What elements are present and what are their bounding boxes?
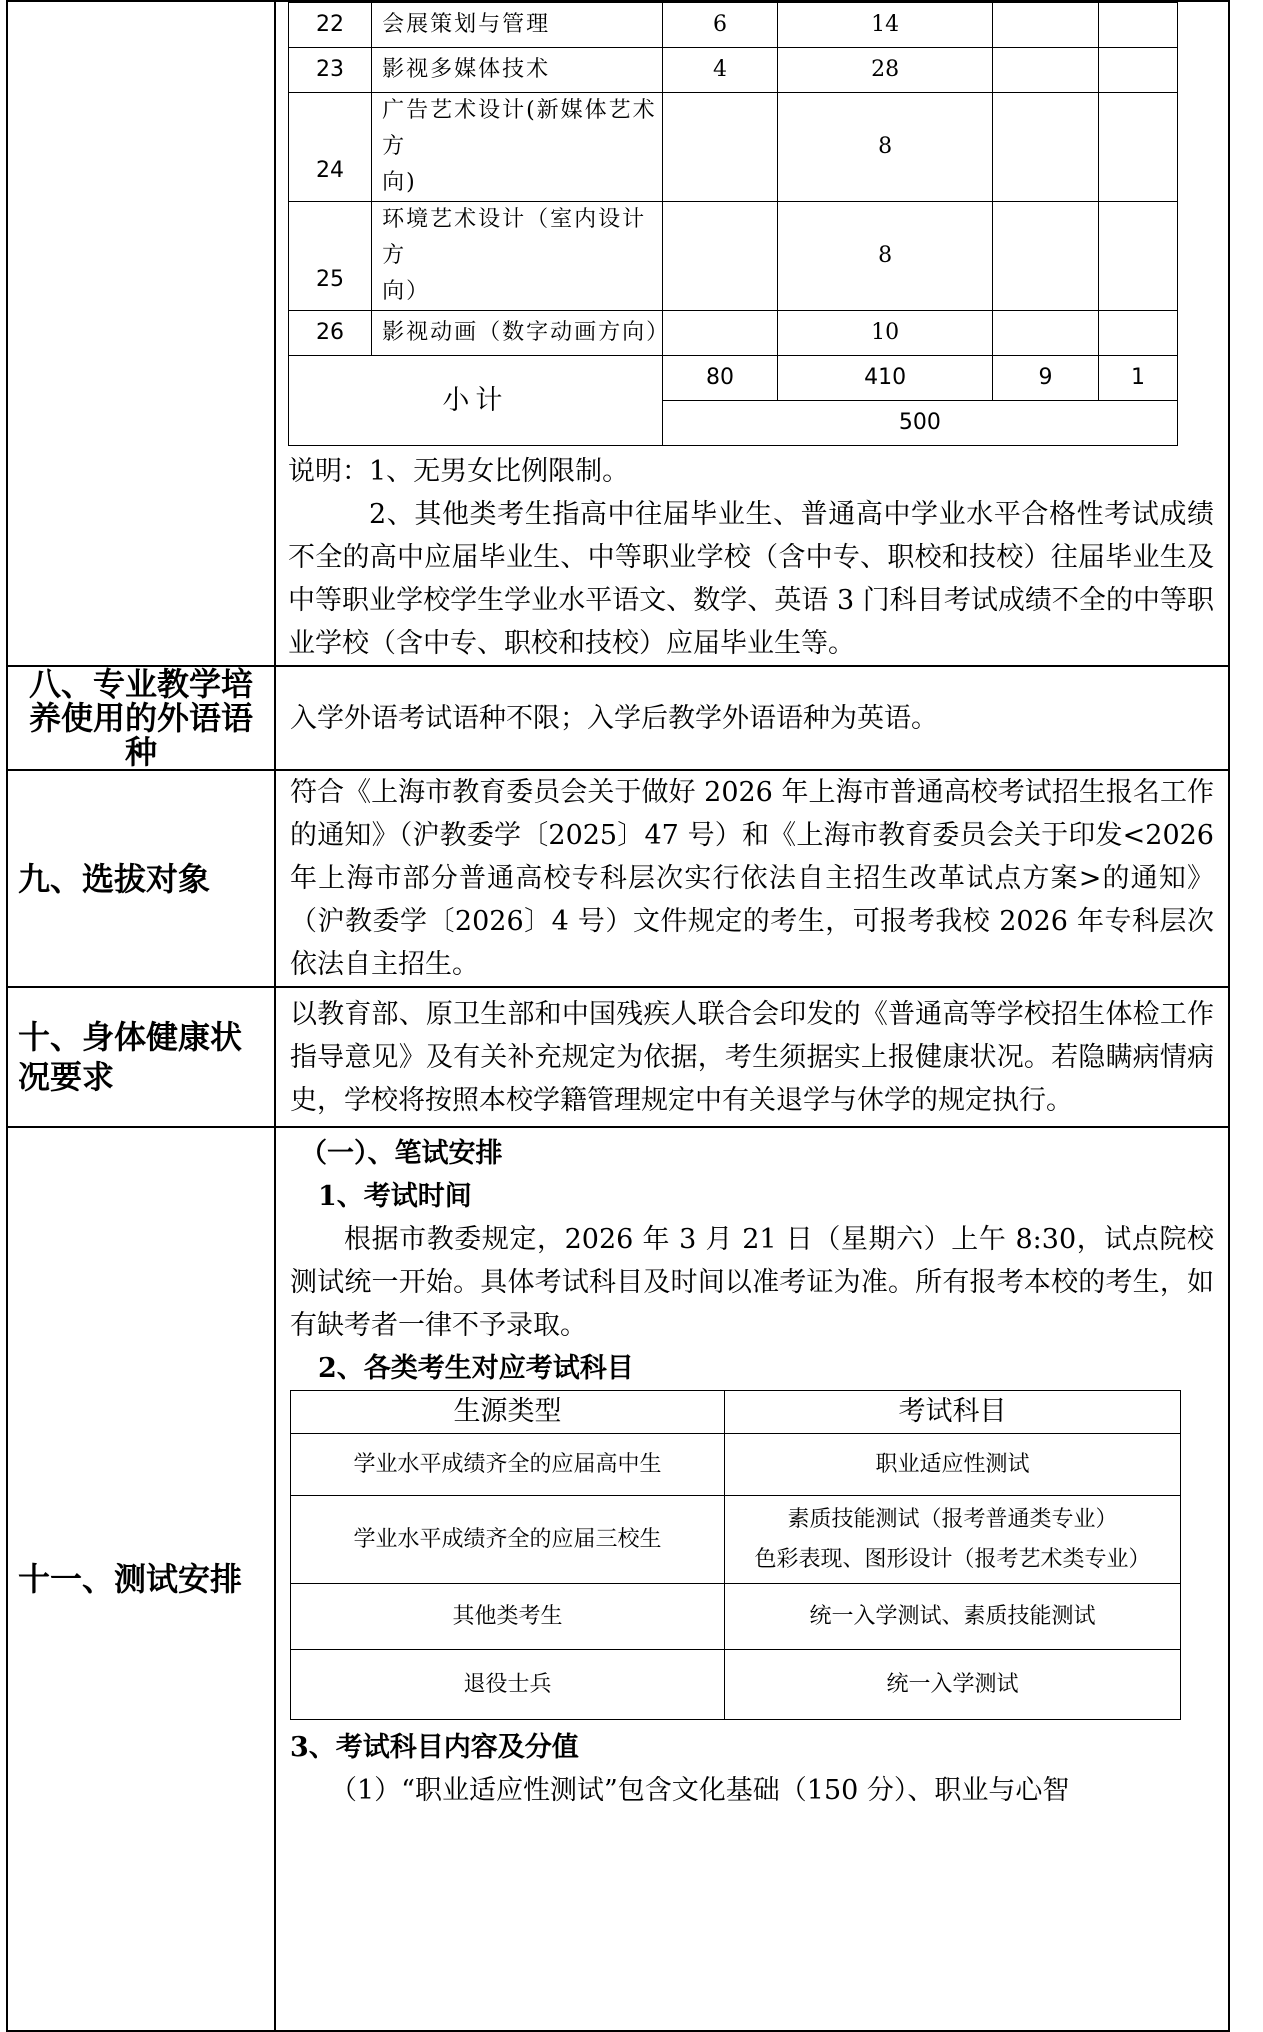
major-quota-3 xyxy=(993,3,1099,48)
exam-content-text: （1）“职业适应性测试”包含文化基础（150 分）、职业与心智 xyxy=(330,1775,1070,1806)
section-selection-target xyxy=(7,770,1229,987)
exam-subjects-table xyxy=(290,1390,1181,1720)
exam-time-text: 根据市教委规定，2026 年 3 月 21 日（星期六）上午 8:30，试点院校测试统一开始。具体考试科目及时间以准考证为准。所有报考本校的考生，如有缺考者一律不予录取。 xyxy=(290,1224,1214,1341)
subtotal-value: 1 xyxy=(1099,356,1178,401)
candidate-type: 退役士兵 xyxy=(291,1650,725,1720)
table-row xyxy=(289,48,1178,93)
section-text: 入学外语考试语种不限；入学后教学外语语种为英语。 xyxy=(290,702,938,734)
table-row xyxy=(291,1496,1181,1584)
section-health-requirements xyxy=(7,987,1229,1127)
heading-written-test: （一）、笔试安排 xyxy=(300,1138,503,1169)
major-name-line: 向） xyxy=(382,279,431,304)
major-name-line: 广告艺术设计(新媒体艺术方 xyxy=(382,98,657,159)
major-quota-2: 14 xyxy=(778,3,993,48)
major-name-line: 环境艺术设计（室内设计方 xyxy=(382,207,647,268)
note-line-2: 2、其他类考生指高中往届毕业生、普通高中学业水平合格性考试成绩不全的高中应届毕业生、中等职业学校（含中专、职校和技校）往届毕业生及中等职业学校学生学业水平语文、数学、英语 3 门科目考试成绩不全的中等职业学校（含中专、职校和技校）应届毕业生等。 xyxy=(288,499,1214,659)
admission-brochure-table xyxy=(6,0,1230,2032)
major-quota-4 xyxy=(1099,311,1178,356)
major-quota-3 xyxy=(993,202,1099,311)
section-label: 九、选拔对象 xyxy=(7,770,275,987)
column-header: 考试科目 xyxy=(725,1391,1181,1434)
major-number: 26 xyxy=(289,311,372,356)
section-text: 以教育部、原卫生部和中国残疾人联合会印发的《普通高等学校招生体检工作指导意见》及有关补充规定为依据，考生须据实上报健康状况。若隐瞒病情病史，学校将按照本校学籍管理规定中有关退学与休学的规定执行。 xyxy=(290,998,1214,1116)
subtotal-value: 9 xyxy=(993,356,1099,401)
table-row xyxy=(291,1434,1181,1496)
major-quota-4 xyxy=(1099,3,1178,48)
major-number: 25 xyxy=(289,202,372,311)
section-content xyxy=(275,770,1229,987)
major-name xyxy=(372,202,663,311)
candidate-type: 其他类考生 xyxy=(291,1584,725,1650)
enrollment-plan-content xyxy=(275,1,1229,666)
section-text: 符合《上海市教育委员会关于做好 2026 年上海市普通高校考试招生报名工作的通知》（沪教委学〔2025〕47 号）和《上海市教育委员会关于印发<2026 年上海市部分普通高校专科层次实行依法自主招生改革试点方案>的通知》（沪教委学〔2026〕4 号）文件规定的考生，可报考我校 2026 年专科层次依法自主招生。 xyxy=(290,777,1214,980)
subtotal-value: 80 xyxy=(662,356,777,401)
table-row xyxy=(291,1650,1181,1720)
section-label: 十一、测试安排 xyxy=(7,1127,275,2031)
candidate-type: 学业水平成绩齐全的应届三校生 xyxy=(291,1496,725,1584)
total-value: 500 xyxy=(662,401,1177,446)
section-foreign-language xyxy=(7,666,1229,770)
major-quota-2: 8 xyxy=(778,93,993,202)
major-quota-4 xyxy=(1099,93,1178,202)
major-name: 会展策划与管理 xyxy=(372,3,663,48)
table-header-row xyxy=(291,1391,1181,1434)
enrollment-plan-row xyxy=(7,1,1229,666)
exam-subject-line: 色彩表现、图形设计（报考艺术类专业） xyxy=(754,1546,1151,1572)
major-name: 影视动画（数字动画方向） xyxy=(372,311,663,356)
major-quota-1 xyxy=(662,202,777,311)
section-test-arrangement xyxy=(7,1127,1229,2031)
major-number: 23 xyxy=(289,48,372,93)
exam-subject: 统一入学测试 xyxy=(725,1650,1181,1720)
subtotal-row xyxy=(289,356,1178,401)
major-quota-1: 4 xyxy=(662,48,777,93)
major-number: 22 xyxy=(289,3,372,48)
major-name: 影视多媒体技术 xyxy=(372,48,663,93)
majors-table xyxy=(288,2,1178,446)
exam-subject: 职业适应性测试 xyxy=(725,1434,1181,1496)
table-row xyxy=(289,311,1178,356)
major-quota-3 xyxy=(993,93,1099,202)
column-header: 生源类型 xyxy=(291,1391,725,1434)
section-label: 八、专业教学培养使用的外语语种 xyxy=(7,666,275,770)
table-row xyxy=(289,93,1178,202)
table-row xyxy=(289,3,1178,48)
exam-subject: 统一入学测试、素质技能测试 xyxy=(725,1584,1181,1650)
section-content xyxy=(275,1127,1229,2031)
major-quota-1 xyxy=(662,311,777,356)
major-quota-3 xyxy=(993,48,1099,93)
exam-subject-line: 素质技能测试（报考普通类专业） xyxy=(787,1506,1118,1532)
major-quota-4 xyxy=(1099,48,1178,93)
section-content xyxy=(275,666,1229,770)
section-label: 十、身体健康状况要求 xyxy=(7,987,275,1127)
major-quota-1: 6 xyxy=(662,3,777,48)
section-content xyxy=(275,987,1229,1127)
major-quota-3 xyxy=(993,311,1099,356)
major-quota-4 xyxy=(1099,202,1178,311)
enrollment-plan-label-cell xyxy=(7,1,275,666)
heading-exam-subjects: 2、各类考生对应考试科目 xyxy=(318,1353,634,1384)
heading-exam-content: 3、考试科目内容及分值 xyxy=(290,1732,579,1763)
exam-subject xyxy=(725,1496,1181,1584)
table-row xyxy=(289,202,1178,311)
major-quota-2: 8 xyxy=(778,202,993,311)
heading-exam-time: 1、考试时间 xyxy=(318,1181,472,1212)
candidate-type: 学业水平成绩齐全的应届高中生 xyxy=(291,1434,725,1496)
table-row xyxy=(291,1584,1181,1650)
major-quota-2: 10 xyxy=(778,311,993,356)
document-page xyxy=(6,0,1228,1844)
note-line-1: 说明：1、无男女比例限制。 xyxy=(288,456,630,487)
major-quota-2: 28 xyxy=(778,48,993,93)
major-name-line: 向) xyxy=(382,170,417,195)
major-number: 24 xyxy=(289,93,372,202)
subtotal-value: 410 xyxy=(778,356,993,401)
major-quota-1 xyxy=(662,93,777,202)
subtotal-label: 小计 xyxy=(289,356,663,446)
major-name xyxy=(372,93,663,202)
